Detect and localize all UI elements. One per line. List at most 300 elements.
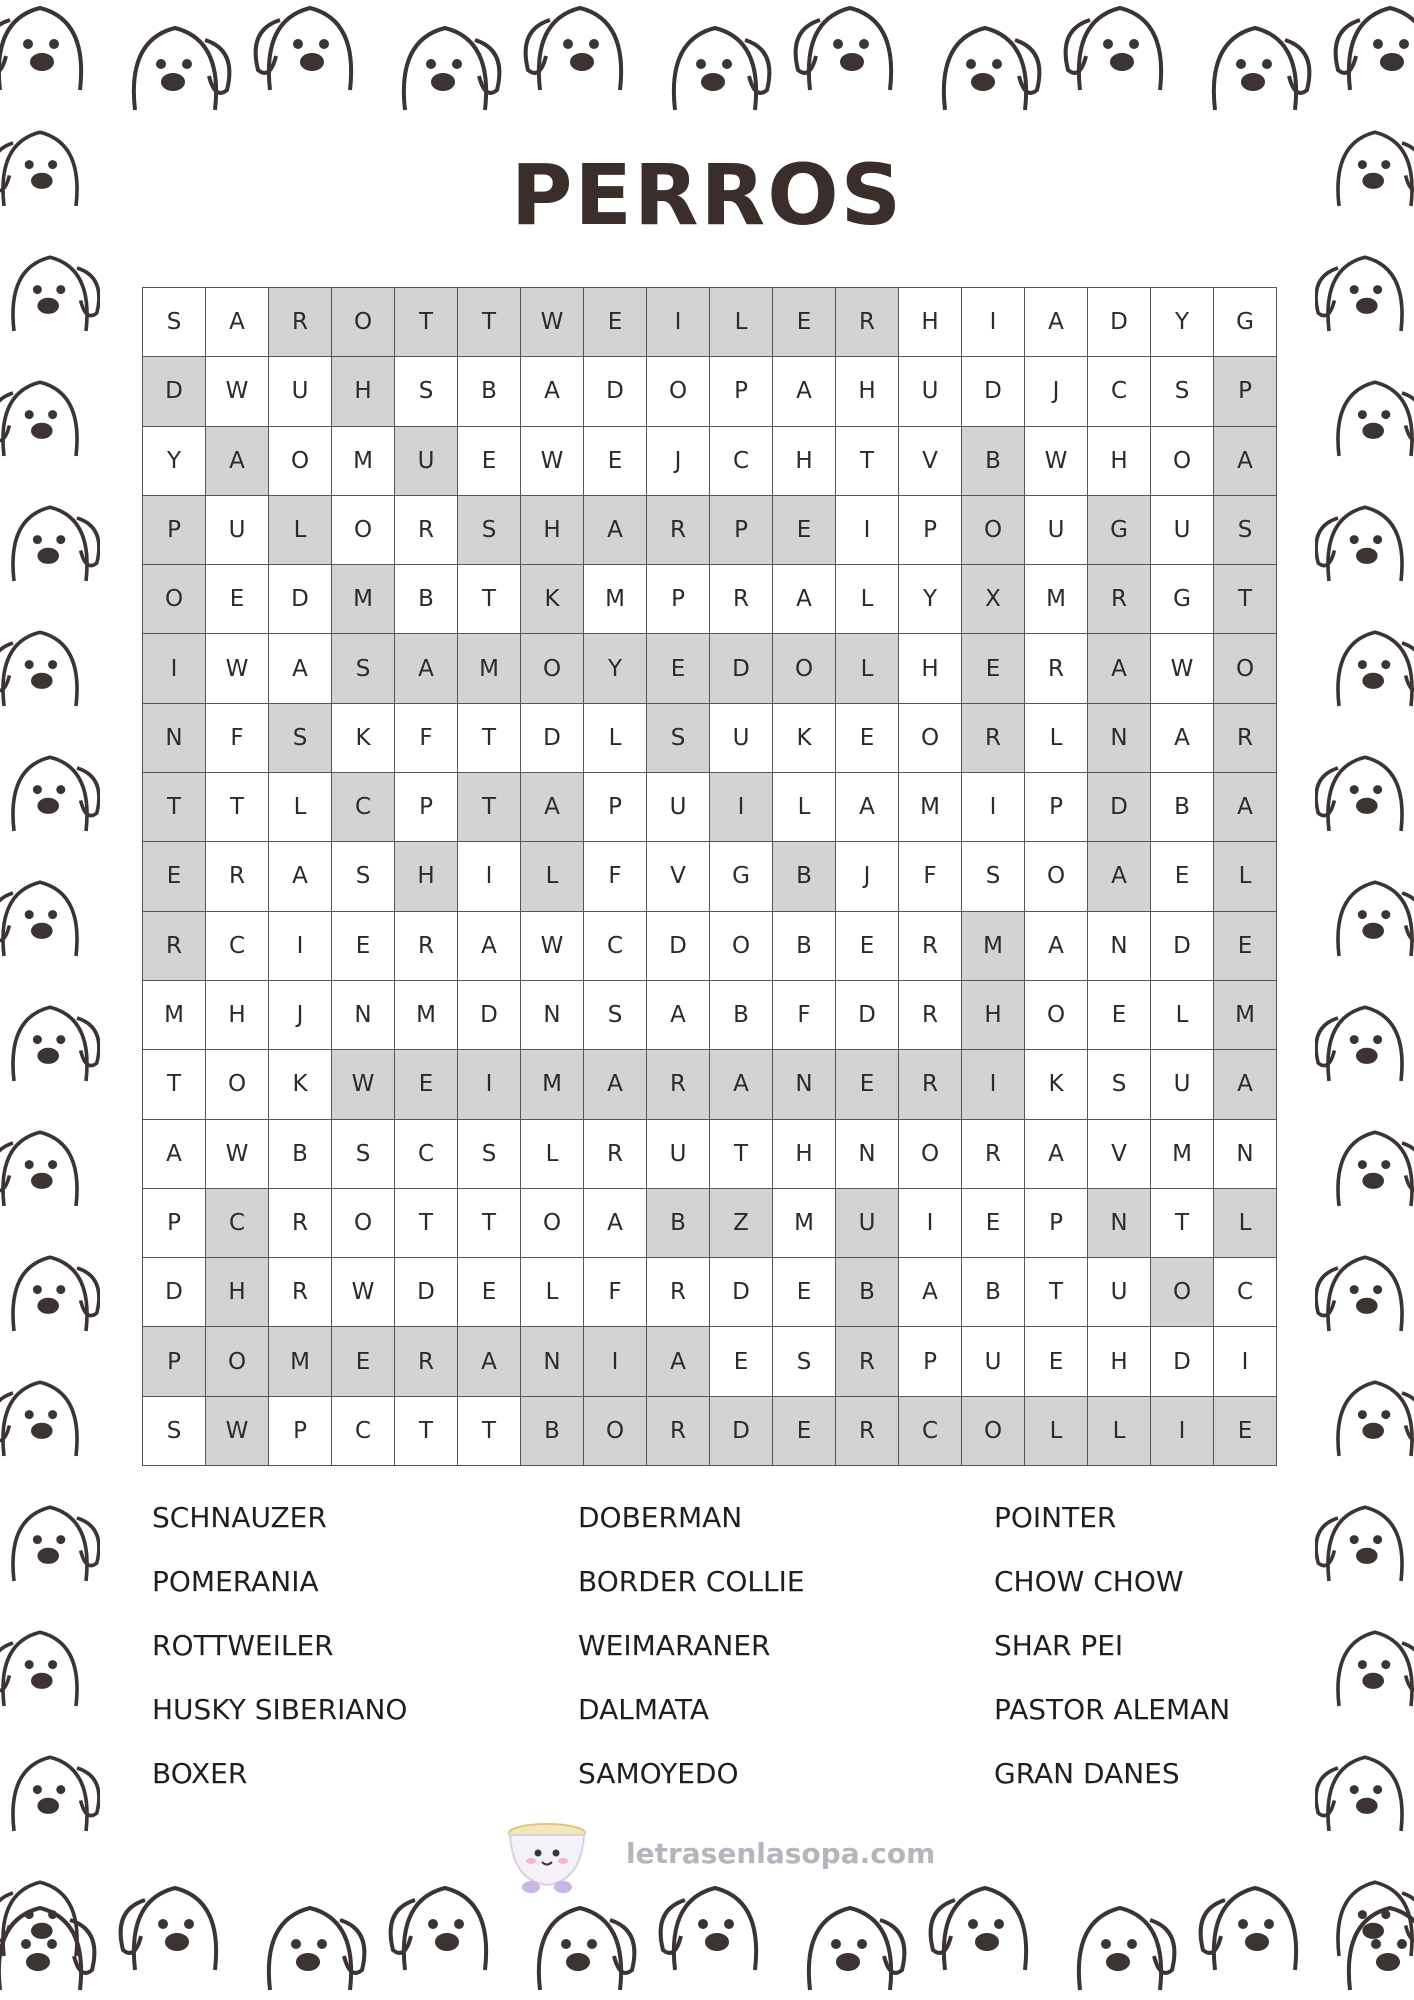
grid-cell[interactable]: W [1151, 634, 1214, 703]
grid-cell[interactable]: S [584, 981, 647, 1050]
grid-cell[interactable]: E [206, 565, 269, 634]
grid-cell[interactable]: O [899, 1120, 962, 1189]
grid-cell[interactable]: O [962, 1397, 1025, 1466]
grid-cell[interactable]: I [710, 773, 773, 842]
grid-cell[interactable]: P [584, 773, 647, 842]
grid-cell[interactable]: A [395, 634, 458, 703]
grid-cell[interactable]: O [1151, 427, 1214, 496]
grid-cell[interactable]: D [836, 981, 899, 1050]
grid-cell[interactable]: F [584, 1258, 647, 1327]
grid-cell[interactable]: O [332, 288, 395, 357]
grid-cell[interactable]: D [1088, 288, 1151, 357]
grid-cell[interactable]: E [143, 842, 206, 911]
grid-cell[interactable]: O [332, 1189, 395, 1258]
grid-cell[interactable]: L [1214, 1189, 1277, 1258]
grid-cell[interactable]: E [773, 1397, 836, 1466]
grid-cell[interactable]: L [521, 842, 584, 911]
grid-cell[interactable]: M [269, 1327, 332, 1396]
grid-cell[interactable]: R [710, 565, 773, 634]
grid-cell[interactable]: D [1088, 773, 1151, 842]
grid-cell[interactable]: K [773, 704, 836, 773]
grid-cell[interactable]: E [458, 427, 521, 496]
grid-cell[interactable]: C [710, 427, 773, 496]
grid-cell[interactable]: I [836, 496, 899, 565]
grid-cell[interactable]: H [1088, 427, 1151, 496]
grid-cell[interactable]: S [1214, 496, 1277, 565]
grid-cell[interactable]: C [332, 1397, 395, 1466]
grid-cell[interactable]: R [395, 1327, 458, 1396]
grid-cell[interactable]: R [269, 1189, 332, 1258]
grid-cell[interactable]: O [1214, 634, 1277, 703]
grid-cell[interactable]: N [1214, 1120, 1277, 1189]
grid-cell[interactable]: E [836, 704, 899, 773]
grid-cell[interactable]: T [458, 1189, 521, 1258]
grid-cell[interactable]: S [395, 357, 458, 426]
grid-cell[interactable]: L [1025, 1397, 1088, 1466]
grid-cell[interactable]: N [521, 981, 584, 1050]
grid-cell[interactable]: R [647, 1397, 710, 1466]
grid-cell[interactable]: E [773, 496, 836, 565]
grid-cell[interactable]: L [1214, 842, 1277, 911]
grid-cell[interactable]: S [143, 288, 206, 357]
grid-cell[interactable]: W [521, 912, 584, 981]
grid-cell[interactable]: W [206, 1120, 269, 1189]
grid-cell[interactable]: I [962, 773, 1025, 842]
grid-cell[interactable]: A [1088, 842, 1151, 911]
grid-cell[interactable]: C [395, 1120, 458, 1189]
grid-cell[interactable]: S [647, 704, 710, 773]
grid-cell[interactable]: E [1025, 1327, 1088, 1396]
grid-cell[interactable]: D [458, 981, 521, 1050]
grid-cell[interactable]: S [143, 1397, 206, 1466]
grid-cell[interactable]: L [269, 496, 332, 565]
grid-cell[interactable]: D [710, 1258, 773, 1327]
grid-cell[interactable]: A [206, 427, 269, 496]
grid-cell[interactable]: R [395, 912, 458, 981]
grid-cell[interactable]: W [206, 1397, 269, 1466]
grid-cell[interactable]: I [458, 842, 521, 911]
grid-cell[interactable]: E [1088, 981, 1151, 1050]
grid-cell[interactable]: U [836, 1189, 899, 1258]
grid-cell[interactable]: U [1088, 1258, 1151, 1327]
grid-cell[interactable]: A [1214, 1050, 1277, 1119]
grid-cell[interactable]: W [521, 427, 584, 496]
grid-cell[interactable]: Y [143, 427, 206, 496]
grid-cell[interactable]: H [899, 634, 962, 703]
grid-cell[interactable]: T [143, 1050, 206, 1119]
grid-cell[interactable]: C [206, 1189, 269, 1258]
grid-cell[interactable]: R [1214, 704, 1277, 773]
grid-cell[interactable]: O [962, 496, 1025, 565]
grid-cell[interactable]: M [899, 773, 962, 842]
grid-cell[interactable]: A [1214, 773, 1277, 842]
grid-cell[interactable]: C [1214, 1258, 1277, 1327]
grid-cell[interactable]: M [458, 634, 521, 703]
grid-cell[interactable]: B [521, 1397, 584, 1466]
grid-cell[interactable]: O [206, 1050, 269, 1119]
grid-cell[interactable]: J [836, 842, 899, 911]
grid-cell[interactable]: U [1151, 496, 1214, 565]
grid-cell[interactable]: O [584, 1397, 647, 1466]
grid-cell[interactable]: M [395, 981, 458, 1050]
grid-cell[interactable]: N [773, 1050, 836, 1119]
grid-cell[interactable]: N [1088, 1189, 1151, 1258]
grid-cell[interactable]: T [143, 773, 206, 842]
grid-cell[interactable]: O [206, 1327, 269, 1396]
grid-cell[interactable]: M [332, 427, 395, 496]
grid-cell[interactable]: E [710, 1327, 773, 1396]
grid-cell[interactable]: G [710, 842, 773, 911]
grid-cell[interactable]: W [332, 1050, 395, 1119]
grid-cell[interactable]: T [395, 1397, 458, 1466]
grid-cell[interactable]: L [521, 1120, 584, 1189]
grid-cell[interactable]: M [1025, 565, 1088, 634]
grid-cell[interactable]: O [1025, 981, 1088, 1050]
grid-cell[interactable]: D [962, 357, 1025, 426]
grid-cell[interactable]: R [899, 912, 962, 981]
grid-cell[interactable]: S [1151, 357, 1214, 426]
grid-cell[interactable]: H [836, 357, 899, 426]
grid-cell[interactable]: F [206, 704, 269, 773]
grid-cell[interactable]: D [1151, 912, 1214, 981]
grid-cell[interactable]: R [836, 1327, 899, 1396]
grid-cell[interactable]: R [143, 912, 206, 981]
grid-cell[interactable]: A [269, 842, 332, 911]
grid-cell[interactable]: S [962, 842, 1025, 911]
grid-cell[interactable]: R [395, 496, 458, 565]
grid-cell[interactable]: S [773, 1327, 836, 1396]
grid-cell[interactable]: P [1025, 1189, 1088, 1258]
grid-cell[interactable]: D [710, 634, 773, 703]
grid-cell[interactable]: S [458, 496, 521, 565]
grid-cell[interactable]: U [647, 773, 710, 842]
grid-cell[interactable]: A [710, 1050, 773, 1119]
grid-cell[interactable]: M [962, 912, 1025, 981]
grid-cell[interactable]: R [584, 1120, 647, 1189]
grid-cell[interactable]: D [710, 1397, 773, 1466]
grid-cell[interactable]: B [962, 1258, 1025, 1327]
grid-cell[interactable]: F [395, 704, 458, 773]
grid-cell[interactable]: A [584, 1050, 647, 1119]
grid-cell[interactable]: N [1088, 704, 1151, 773]
grid-cell[interactable]: S [332, 842, 395, 911]
grid-cell[interactable]: M [584, 565, 647, 634]
grid-cell[interactable]: E [647, 634, 710, 703]
grid-cell[interactable]: A [1214, 427, 1277, 496]
grid-cell[interactable]: O [269, 427, 332, 496]
grid-cell[interactable]: I [899, 1189, 962, 1258]
grid-cell[interactable]: R [836, 1397, 899, 1466]
grid-cell[interactable]: T [1025, 1258, 1088, 1327]
grid-cell[interactable]: F [899, 842, 962, 911]
grid-cell[interactable]: L [1088, 1397, 1151, 1466]
grid-cell[interactable]: M [1214, 981, 1277, 1050]
grid-cell[interactable]: C [332, 773, 395, 842]
grid-cell[interactable]: H [773, 1120, 836, 1189]
grid-cell[interactable]: P [710, 496, 773, 565]
grid-cell[interactable]: I [458, 1050, 521, 1119]
grid-cell[interactable]: F [773, 981, 836, 1050]
grid-cell[interactable]: R [962, 704, 1025, 773]
grid-cell[interactable]: T [710, 1120, 773, 1189]
grid-cell[interactable]: H [521, 496, 584, 565]
grid-cell[interactable]: M [332, 565, 395, 634]
grid-cell[interactable]: B [962, 427, 1025, 496]
grid-cell[interactable]: I [1214, 1327, 1277, 1396]
grid-cell[interactable]: P [395, 773, 458, 842]
grid-cell[interactable]: A [1151, 704, 1214, 773]
grid-cell[interactable]: R [269, 1258, 332, 1327]
grid-cell[interactable]: I [1151, 1397, 1214, 1466]
grid-cell[interactable]: R [647, 1050, 710, 1119]
grid-cell[interactable]: E [836, 1050, 899, 1119]
grid-cell[interactable]: R [269, 288, 332, 357]
grid-cell[interactable]: U [1025, 496, 1088, 565]
grid-cell[interactable]: T [395, 1189, 458, 1258]
grid-cell[interactable]: B [773, 842, 836, 911]
grid-cell[interactable]: S [332, 634, 395, 703]
grid-cell[interactable]: L [710, 288, 773, 357]
grid-cell[interactable]: T [1214, 565, 1277, 634]
grid-cell[interactable]: E [332, 912, 395, 981]
grid-cell[interactable]: K [521, 565, 584, 634]
grid-cell[interactable]: Z [710, 1189, 773, 1258]
grid-cell[interactable]: M [773, 1189, 836, 1258]
grid-cell[interactable]: D [647, 912, 710, 981]
grid-cell[interactable]: C [899, 1397, 962, 1466]
grid-cell[interactable]: T [458, 704, 521, 773]
grid-cell[interactable]: O [521, 1189, 584, 1258]
grid-cell[interactable]: E [584, 427, 647, 496]
grid-cell[interactable]: O [899, 704, 962, 773]
grid-cell[interactable]: G [1214, 288, 1277, 357]
grid-cell[interactable]: E [836, 912, 899, 981]
grid-cell[interactable]: O [773, 634, 836, 703]
grid-cell[interactable]: A [206, 288, 269, 357]
grid-cell[interactable]: S [458, 1120, 521, 1189]
grid-cell[interactable]: N [1088, 912, 1151, 981]
grid-cell[interactable]: O [521, 634, 584, 703]
grid-cell[interactable]: U [962, 1327, 1025, 1396]
grid-cell[interactable]: A [1025, 912, 1088, 981]
grid-cell[interactable]: U [899, 357, 962, 426]
grid-cell[interactable]: J [269, 981, 332, 1050]
grid-cell[interactable]: W [206, 634, 269, 703]
grid-cell[interactable]: T [458, 773, 521, 842]
grid-cell[interactable]: V [1088, 1120, 1151, 1189]
grid-cell[interactable]: P [143, 1327, 206, 1396]
grid-cell[interactable]: P [710, 357, 773, 426]
grid-cell[interactable]: B [710, 981, 773, 1050]
grid-cell[interactable]: M [143, 981, 206, 1050]
grid-cell[interactable]: P [143, 496, 206, 565]
grid-cell[interactable]: L [269, 773, 332, 842]
grid-cell[interactable]: R [647, 496, 710, 565]
grid-cell[interactable]: T [1151, 1189, 1214, 1258]
grid-cell[interactable]: D [395, 1258, 458, 1327]
grid-cell[interactable]: E [962, 1189, 1025, 1258]
grid-cell[interactable]: R [1088, 565, 1151, 634]
grid-cell[interactable]: A [773, 357, 836, 426]
grid-cell[interactable]: F [584, 842, 647, 911]
grid-cell[interactable]: M [1151, 1120, 1214, 1189]
grid-cell[interactable]: B [836, 1258, 899, 1327]
grid-cell[interactable]: H [899, 288, 962, 357]
grid-cell[interactable]: E [1151, 842, 1214, 911]
grid-cell[interactable]: V [647, 842, 710, 911]
grid-cell[interactable]: O [710, 912, 773, 981]
grid-cell[interactable]: D [143, 357, 206, 426]
grid-cell[interactable]: G [1151, 565, 1214, 634]
grid-cell[interactable]: T [836, 427, 899, 496]
grid-cell[interactable]: V [899, 427, 962, 496]
grid-cell[interactable]: P [899, 496, 962, 565]
grid-cell[interactable]: H [773, 427, 836, 496]
grid-cell[interactable]: L [1025, 704, 1088, 773]
grid-cell[interactable]: R [962, 1120, 1025, 1189]
grid-cell[interactable]: O [647, 357, 710, 426]
grid-cell[interactable]: T [395, 288, 458, 357]
grid-cell[interactable]: I [962, 1050, 1025, 1119]
grid-cell[interactable]: H [206, 981, 269, 1050]
grid-cell[interactable]: R [206, 842, 269, 911]
grid-cell[interactable]: H [962, 981, 1025, 1050]
grid-cell[interactable]: A [584, 1189, 647, 1258]
grid-cell[interactable]: E [773, 288, 836, 357]
grid-cell[interactable]: U [647, 1120, 710, 1189]
grid-cell[interactable]: W [206, 357, 269, 426]
grid-cell[interactable]: E [773, 1258, 836, 1327]
grid-cell[interactable]: E [1214, 1397, 1277, 1466]
grid-cell[interactable]: U [206, 496, 269, 565]
grid-cell[interactable]: Y [899, 565, 962, 634]
grid-cell[interactable]: D [269, 565, 332, 634]
grid-cell[interactable]: P [647, 565, 710, 634]
grid-cell[interactable]: A [836, 773, 899, 842]
grid-cell[interactable]: H [1088, 1327, 1151, 1396]
grid-cell[interactable]: T [458, 1397, 521, 1466]
grid-cell[interactable]: L [1151, 981, 1214, 1050]
grid-cell[interactable]: O [1151, 1258, 1214, 1327]
grid-cell[interactable]: E [458, 1258, 521, 1327]
grid-cell[interactable]: K [332, 704, 395, 773]
grid-cell[interactable]: S [1088, 1050, 1151, 1119]
grid-cell[interactable]: L [836, 634, 899, 703]
grid-cell[interactable]: N [332, 981, 395, 1050]
grid-cell[interactable]: P [899, 1327, 962, 1396]
grid-cell[interactable]: A [269, 634, 332, 703]
grid-cell[interactable]: A [458, 912, 521, 981]
grid-cell[interactable]: H [206, 1258, 269, 1327]
grid-cell[interactable]: E [395, 1050, 458, 1119]
grid-cell[interactable]: Y [1151, 288, 1214, 357]
grid-cell[interactable]: Y [584, 634, 647, 703]
grid-cell[interactable]: R [836, 288, 899, 357]
grid-cell[interactable]: R [647, 1258, 710, 1327]
grid-cell[interactable]: H [395, 842, 458, 911]
grid-cell[interactable]: T [458, 288, 521, 357]
grid-cell[interactable]: B [773, 912, 836, 981]
grid-cell[interactable]: L [773, 773, 836, 842]
grid-cell[interactable]: O [332, 496, 395, 565]
grid-cell[interactable]: E [332, 1327, 395, 1396]
grid-cell[interactable]: T [206, 773, 269, 842]
grid-cell[interactable]: S [269, 704, 332, 773]
grid-cell[interactable]: G [1088, 496, 1151, 565]
grid-cell[interactable]: A [773, 565, 836, 634]
grid-cell[interactable]: W [521, 288, 584, 357]
grid-cell[interactable]: T [458, 565, 521, 634]
grid-cell[interactable]: K [1025, 1050, 1088, 1119]
grid-cell[interactable]: A [1025, 288, 1088, 357]
grid-cell[interactable]: A [899, 1258, 962, 1327]
grid-cell[interactable]: C [206, 912, 269, 981]
grid-cell[interactable]: B [395, 565, 458, 634]
grid-cell[interactable]: U [395, 427, 458, 496]
grid-cell[interactable]: A [521, 357, 584, 426]
grid-cell[interactable]: P [143, 1189, 206, 1258]
grid-cell[interactable]: I [962, 288, 1025, 357]
grid-cell[interactable]: A [584, 496, 647, 565]
grid-cell[interactable]: A [1088, 634, 1151, 703]
grid-cell[interactable]: S [332, 1120, 395, 1189]
grid-cell[interactable]: I [143, 634, 206, 703]
grid-cell[interactable]: D [143, 1258, 206, 1327]
grid-cell[interactable]: J [647, 427, 710, 496]
grid-cell[interactable]: A [647, 1327, 710, 1396]
grid-cell[interactable]: I [584, 1327, 647, 1396]
grid-cell[interactable]: M [521, 1050, 584, 1119]
grid-cell[interactable]: O [143, 565, 206, 634]
grid-cell[interactable]: A [521, 773, 584, 842]
grid-cell[interactable]: W [1025, 427, 1088, 496]
grid-cell[interactable]: E [584, 288, 647, 357]
grid-cell[interactable]: L [521, 1258, 584, 1327]
grid-cell[interactable]: K [269, 1050, 332, 1119]
grid-cell[interactable]: B [647, 1189, 710, 1258]
grid-cell[interactable]: C [1088, 357, 1151, 426]
grid-cell[interactable]: L [584, 704, 647, 773]
grid-cell[interactable]: B [458, 357, 521, 426]
grid-cell[interactable]: X [962, 565, 1025, 634]
grid-cell[interactable]: A [143, 1120, 206, 1189]
site-url[interactable]: letrasenlasopa.com [626, 1837, 936, 1870]
grid-cell[interactable]: A [1025, 1120, 1088, 1189]
grid-cell[interactable]: D [584, 357, 647, 426]
grid-cell[interactable]: I [269, 912, 332, 981]
grid-cell[interactable]: P [1214, 357, 1277, 426]
grid-cell[interactable]: U [710, 704, 773, 773]
grid-cell[interactable]: U [1151, 1050, 1214, 1119]
grid-cell[interactable]: B [269, 1120, 332, 1189]
grid-cell[interactable]: N [521, 1327, 584, 1396]
grid-cell[interactable]: E [962, 634, 1025, 703]
grid-cell[interactable]: O [1025, 842, 1088, 911]
grid-cell[interactable]: D [521, 704, 584, 773]
grid-cell[interactable]: R [899, 1050, 962, 1119]
grid-cell[interactable]: H [332, 357, 395, 426]
grid-cell[interactable]: N [143, 704, 206, 773]
grid-cell[interactable]: C [584, 912, 647, 981]
grid-cell[interactable]: U [269, 357, 332, 426]
grid-cell[interactable]: R [899, 981, 962, 1050]
grid-cell[interactable]: L [836, 565, 899, 634]
grid-cell[interactable]: I [647, 288, 710, 357]
grid-cell[interactable]: B [1151, 773, 1214, 842]
grid-cell[interactable]: A [458, 1327, 521, 1396]
grid-cell[interactable]: W [332, 1258, 395, 1327]
grid-cell[interactable]: D [1151, 1327, 1214, 1396]
